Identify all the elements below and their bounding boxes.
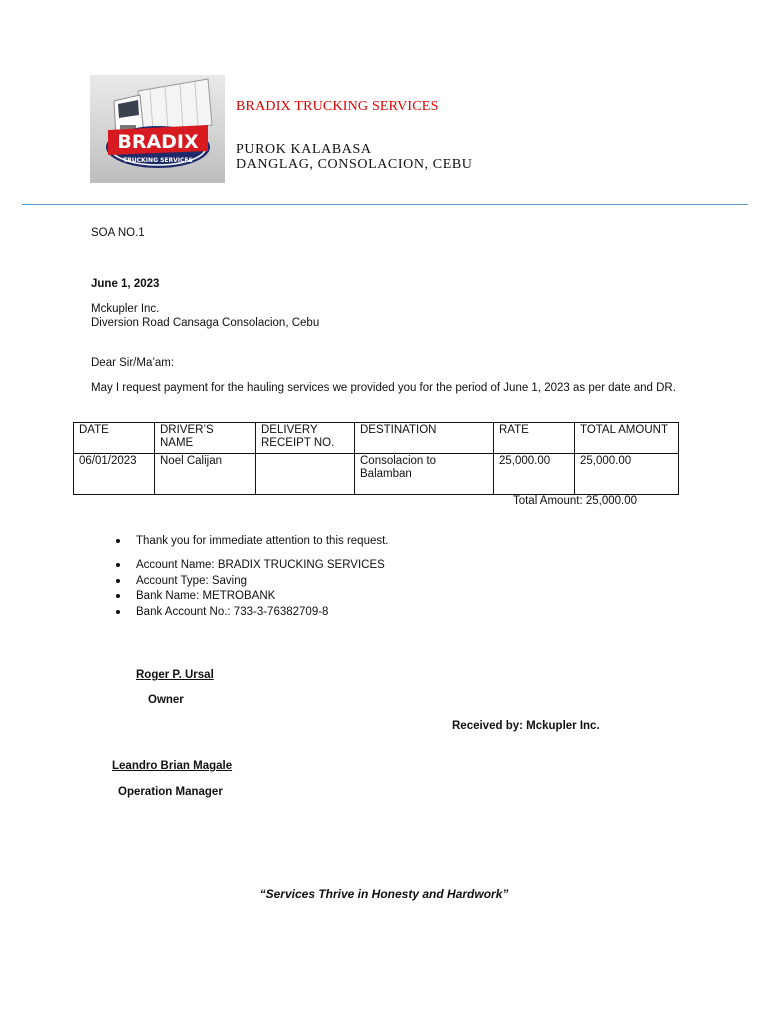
table-header-destination: DESTINATION [355,423,494,454]
logo-wordmark: BRADIX [117,131,199,153]
list-item: Bank Account No.: 733-3-76382709-8 [111,605,385,621]
list-item: Account Type: Saving [111,574,385,590]
table-header-rate: RATE [494,423,575,454]
signer-manager-role: Operation Manager [118,786,223,798]
cell-date: 06/01/2023 [74,454,155,495]
received-by: Received by: Mckupler Inc. [452,720,600,732]
company-logo [90,75,225,183]
company-motto: “Services Thrive in Honesty and Hardwork” [259,887,509,901]
list-item: Thank you for immediate attention to this request. [111,534,389,550]
table-header-date: DATE [74,423,155,454]
hauling-services-table [73,422,679,495]
cell-receipt [256,454,355,495]
customer-address: Diversion Road Cansaga Consolacion, Cebu [91,317,320,329]
signer-manager-name: Leandro Brian Magale [112,760,233,772]
table-header-row [74,423,679,454]
payment-request-text: May I request payment for the hauling services we provided you for the period of June 1, 2023 as per date and DR. [91,382,676,394]
salutation: Dear Sir/Ma’am: [91,357,175,369]
cell-total: 25,000.00 [575,454,679,495]
cell-driver: Noel Calijan [155,454,256,495]
header-divider [22,204,748,205]
company-address-line1: PUROK KALABASA [236,142,372,157]
total-amount: Total Amount: 25,000.00 [512,495,637,507]
signer-owner-role: Owner [148,694,184,706]
truck-logo-graphic [90,75,225,183]
bank-details-list [111,558,385,620]
logo-tagline: TRUCKING SERVICES [123,157,193,164]
document-date: June 1, 2023 [91,278,160,290]
table-header-total: TOTAL AMOUNT [575,423,679,454]
company-name: BRADIX TRUCKING SERVICES [236,99,439,114]
company-address-line2: DANGLAG, CONSOLACION, CEBU [236,157,473,172]
table-row [74,454,679,495]
thanks-list [111,534,389,550]
table-header-driver: DRIVER’S NAME [155,423,256,454]
customer-name: Mckupler Inc. [91,303,160,315]
cell-destination: Consolacion to Balamban [355,454,494,495]
soa-number: SOA NO.1 [91,227,145,239]
list-item: Account Name: BRADIX TRUCKING SERVICES [111,558,385,574]
table-header-receipt: DELIVERY RECEIPT NO. [256,423,355,454]
list-item: Bank Name: METROBANK [111,589,385,605]
cell-rate: 25,000.00 [494,454,575,495]
signer-owner-name: Roger P. Ursal [136,669,214,681]
